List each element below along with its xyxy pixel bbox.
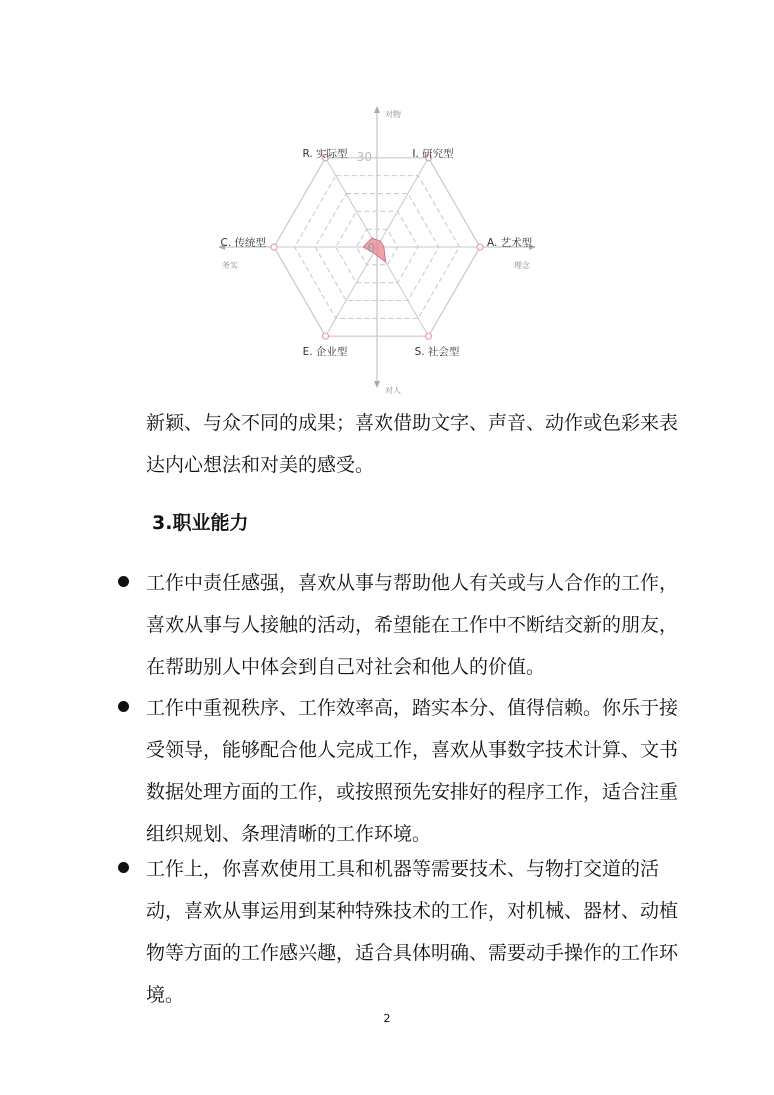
scale-label-max: 30 (356, 150, 372, 164)
bullet-item (118, 687, 688, 855)
bullet-text: 工作上，你喜欢使用工具和机器等需要技术、与物打交道的活动，喜欢从事运用到某种特殊技术的工作，对机械、器材、动植物等方面的工作感兴趣，适合具体明确、需要动手操作的工作环境。 (146, 858, 679, 1006)
radar-axis-label: E. 企业型 (302, 346, 348, 358)
arrow-down-icon (374, 381, 380, 388)
radar-axis-label: R. 实际型 (302, 148, 348, 160)
radar-spoke (377, 158, 429, 247)
arrow-up-icon (374, 106, 380, 113)
radar-axis-label: S. 社会型 (414, 346, 460, 358)
radar-vertex-marker (271, 244, 277, 250)
radar-axis-label: I. 研究型 (412, 148, 454, 160)
direction-label-up: 对物 (385, 110, 401, 119)
bullet-dot (118, 701, 129, 712)
radar-axis-label: C. 传统型 (220, 237, 266, 249)
radar-vertex-marker (477, 244, 483, 250)
direction-label-down: 对人 (385, 386, 401, 395)
bullet-text: 工作中重视秩序、工作效率高，踏实本分、值得信赖。你乐于接受领导，能够配合他人完成工作，喜欢从事数字技术计算、文书数据处理方面的工作，或按照预先安排好的程序工作，适合注重组织规划、条理清晰的工作环境。 (146, 697, 679, 845)
radar-spoke (326, 247, 378, 336)
radar-vertex-marker (323, 333, 329, 339)
direction-label-right: 理念 (514, 261, 530, 270)
page-number: 2 (383, 1012, 391, 1025)
radar-chart (0, 0, 774, 400)
bullet-dot (118, 862, 129, 873)
scale-label-min: 0 (367, 241, 375, 255)
radar-spoke (326, 158, 378, 247)
continuation-paragraph: 新颖、与众不同的成果；喜欢借助文字、声音、动作或色彩来表达内心想法和对美的感受。 (146, 412, 679, 476)
section-heading: 3.职业能力 (152, 512, 249, 534)
bullet-text: 工作中责任感强，喜欢从事与帮助他人有关或与人合作的工作，喜欢从事与人接触的活动，希望能在工作中不断结交新的朋友，在帮助别人中体会到自己对社会和他人的价值。 (146, 572, 679, 678)
bullet-item (118, 562, 688, 688)
direction-label-left: 务实 (222, 261, 238, 270)
bullet-dot (118, 576, 129, 587)
bullet-item (118, 848, 688, 1016)
radar-axis-label: A. 艺术型 (487, 237, 533, 249)
radar-vertex-marker (426, 333, 432, 339)
